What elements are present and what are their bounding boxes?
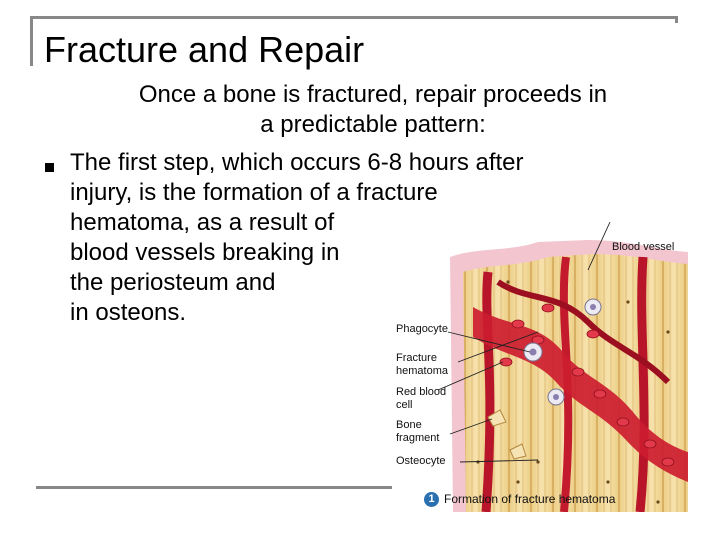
label-phagocyte: Phagocyte [396, 323, 448, 335]
caption-text: Formation of fracture hematoma [444, 492, 616, 506]
label-bone-fragment: fragment [396, 432, 440, 444]
label-fracture-hematoma: Fracture [396, 352, 437, 364]
slide-frame-right [675, 16, 678, 23]
slide-frame-left [30, 16, 33, 66]
intro-line: Once a bone is fractured, repair proceeds in [138, 81, 608, 108]
intro-line: a predictable pattern: [260, 111, 486, 138]
bullet-line: The first step, which occurs 6-8 hours after [70, 149, 524, 176]
blood-vessel-shape [486, 272, 490, 512]
label-bone-fragment: Bone [396, 419, 422, 431]
label-red-blood-cell: Red blood [396, 386, 447, 398]
label-osteocyte: Osteocyte [396, 455, 446, 467]
label-red-blood-cell: cell [396, 399, 413, 411]
blood-vessel-shape [640, 257, 644, 512]
figure-caption [424, 490, 615, 508]
bullet-line: hematoma, as a result of [70, 209, 335, 236]
step-number-badge: 1 [424, 492, 439, 507]
slide-frame-bottom [36, 486, 392, 489]
slide-title: Fracture and Repair [44, 29, 365, 70]
label-fracture-hematoma: hematoma [396, 365, 448, 377]
bullet-line: the periosteum and [70, 269, 276, 296]
bullet-square-icon [45, 163, 54, 172]
bullet-line: in osteons. [70, 299, 187, 326]
bullet-line: injury, is the formation of a fracture [70, 179, 438, 206]
label-blood-vessel: Blood vessel [612, 241, 675, 253]
fracture-hematoma-illustration [388, 212, 693, 512]
intro-text [70, 80, 676, 140]
bullet-line: blood vessels breaking in [70, 239, 340, 266]
slide-frame-top [30, 16, 677, 19]
